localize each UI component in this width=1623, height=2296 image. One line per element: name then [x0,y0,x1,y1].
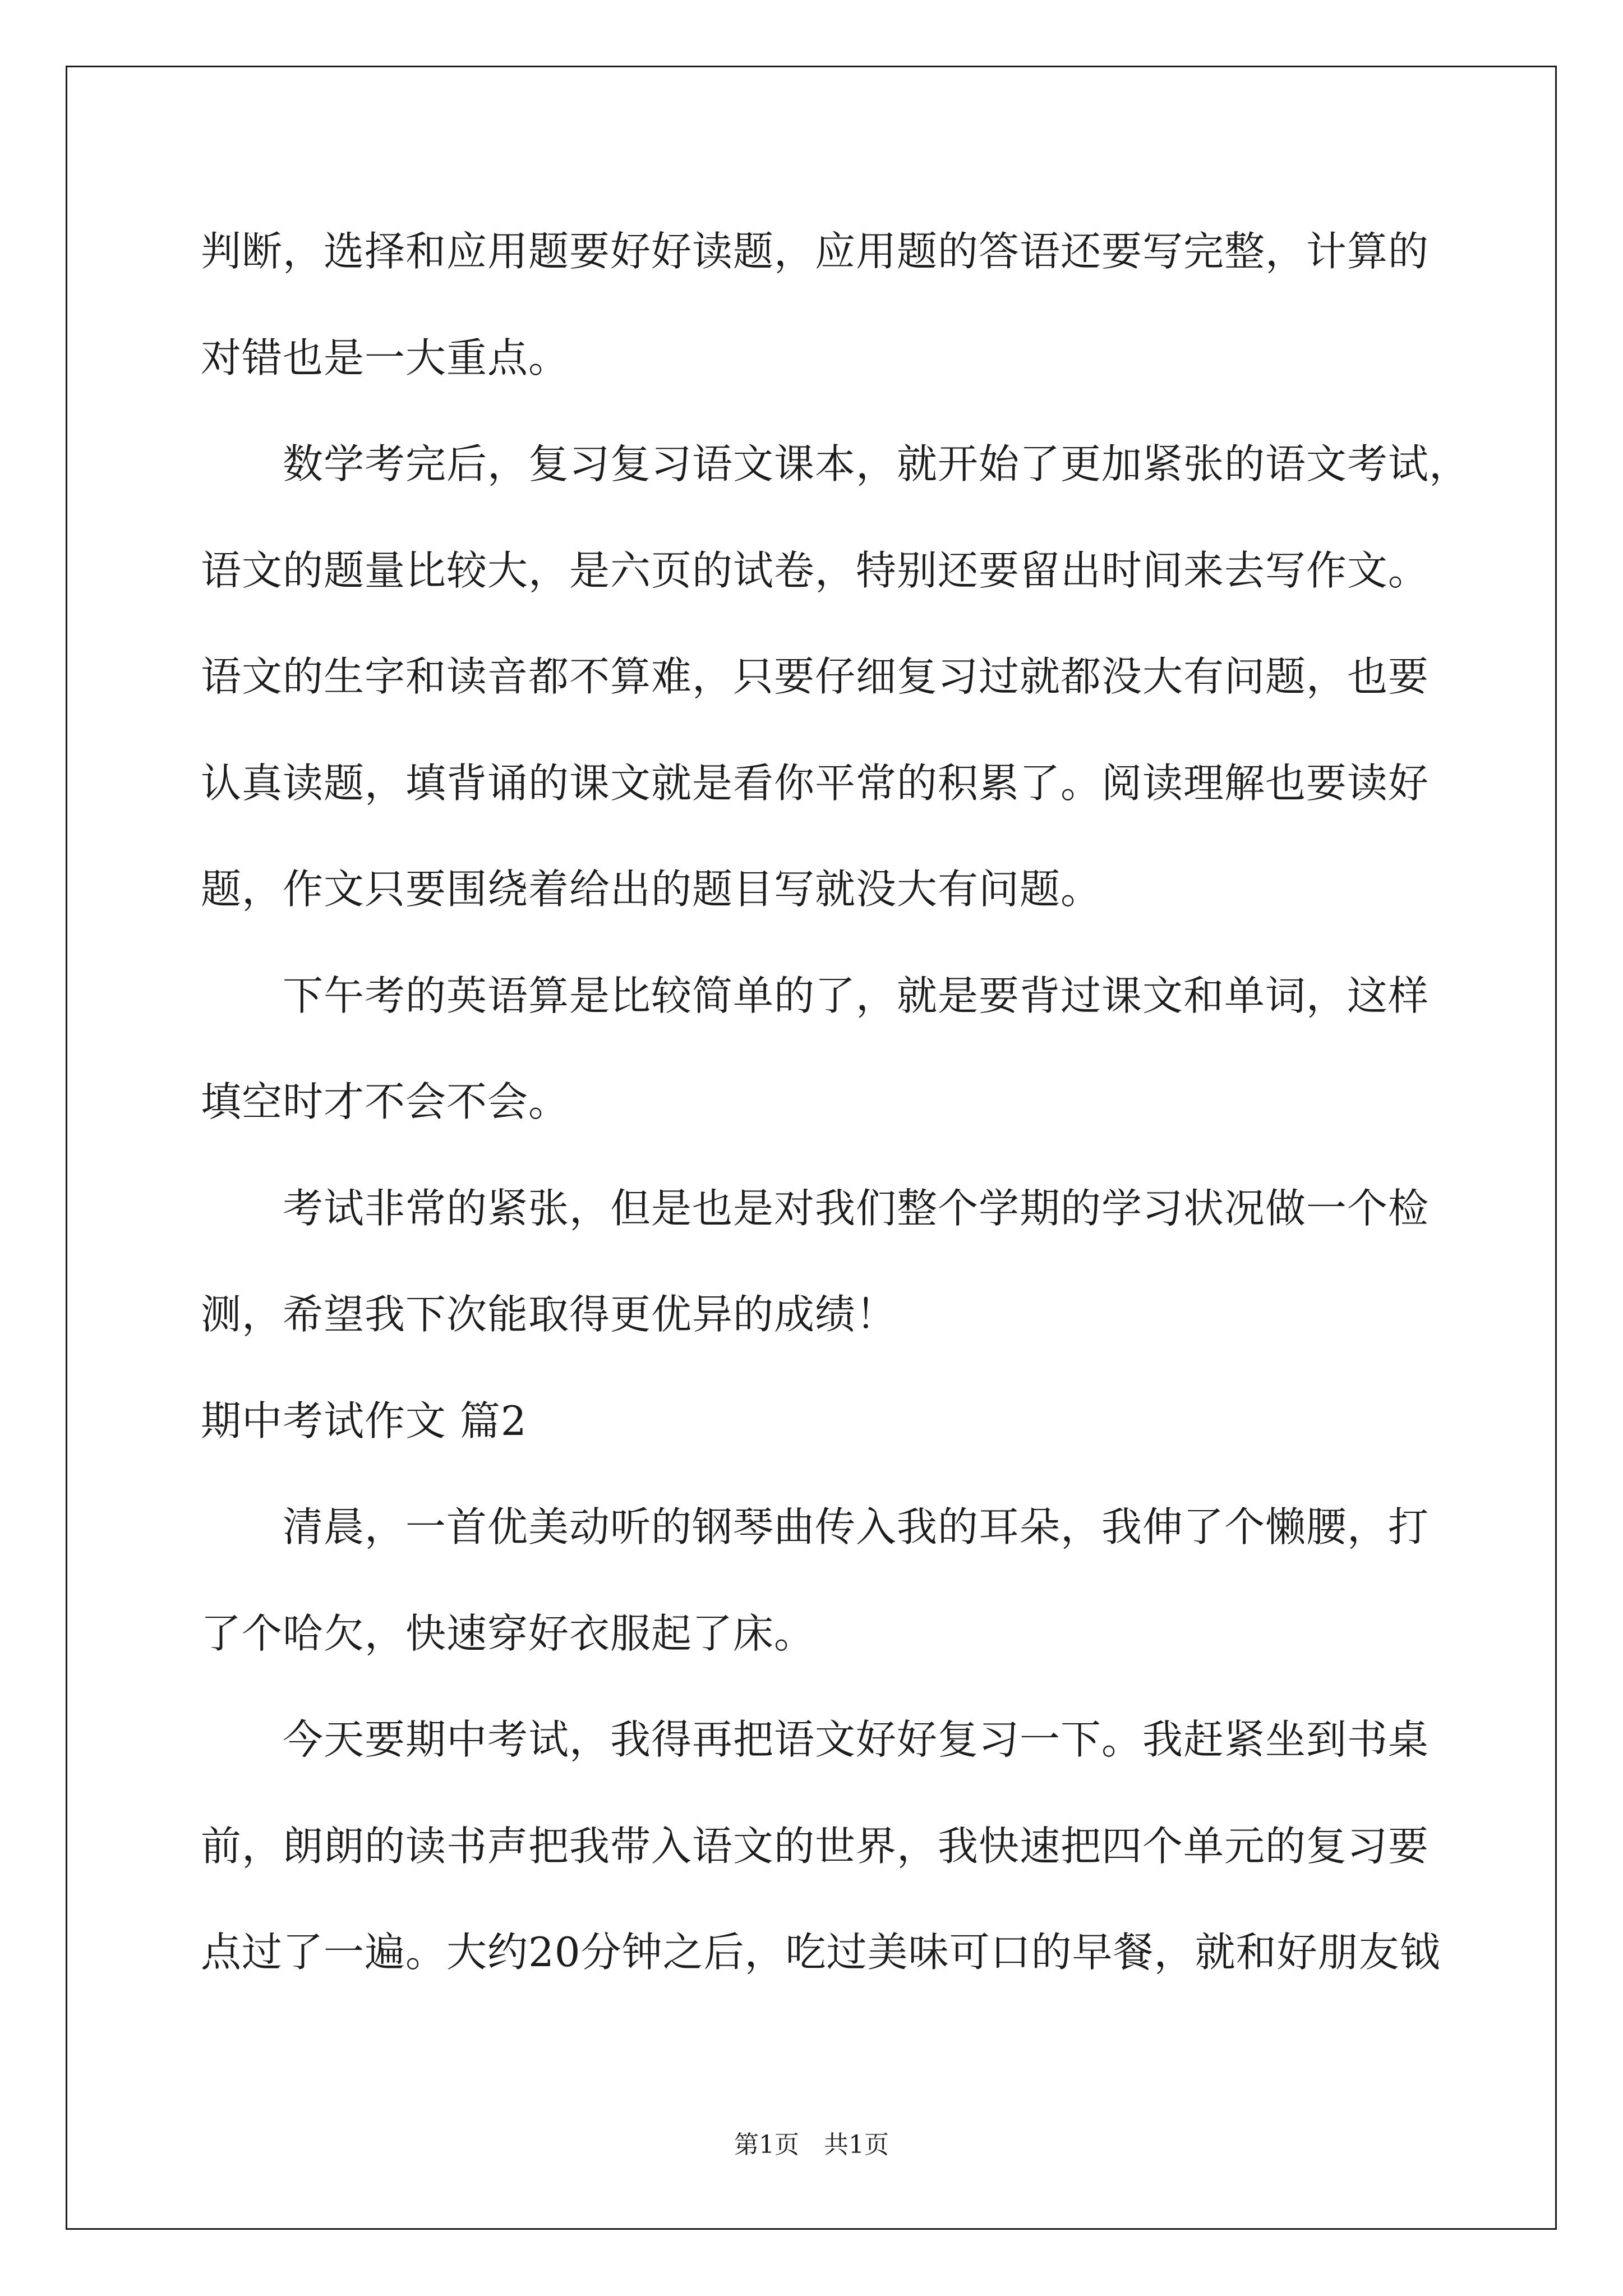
paragraph [201,1474,1536,1687]
text-line: 判断，选择和应用题要好好读题，应用题的答语还要写完整，计算的 [201,228,1430,275]
text-line: 语文的生字和读音都不算难，只要仔细复习过就都没大有问题，也要 [201,653,1430,700]
text-line: 考试非常的紧张，但是也是对我们整个学期的学习状况做一个检 [283,1184,1430,1232]
text-line: 对错也是一大重点。 [201,334,570,381]
text-line: 语文的题量比较大，是六页的试卷，特别还要留出时间来去写作文。 [201,546,1430,594]
document-body [201,199,1536,2006]
text-line: 了个哈欠，快速穿好衣服起了床。 [201,1609,815,1657]
text-line: 填空时才不会不会。 [201,1078,570,1125]
page-total: 共1页 [824,2131,889,2159]
paragraph [201,411,1536,943]
text-line: 测，希望我下次能取得更优异的成绩！ [201,1291,897,1338]
text-line: 题，作文只要围绕着给出的题目写就没大有问题。 [201,866,1102,913]
text-line: 数学考完后，复习复习语文课本，就开始了更加紧张的语文考试， [283,440,1470,487]
text-line: 清晨，一首优美动听的钢琴曲传入我的耳朵，我伸了个懒腰，打 [283,1503,1430,1550]
text-line: 下午考的英语算是比较简单的了，就是要背过课文和单词，这样 [283,972,1430,1019]
paragraph [201,199,1536,411]
text-line: 点过了一遍。大约20分钟之后，吃过美味可口的早餐，就和好朋友钺 [201,1929,1441,1976]
paragraph [201,943,1536,1156]
text-line: 前，朗朗的读书声把我带入语文的世界，我快速把四个单元的复习要 [201,1822,1430,1870]
text-line: 认真读题，填背诵的课文就是看你平常的积累了。阅读理解也要读好 [201,759,1430,807]
text-line: 今天要期中考试，我得再把语文好好复习一下。我赶紧坐到书桌 [283,1716,1430,1763]
paragraph [201,1687,1536,2006]
page-number: 第1页 [734,2131,799,2159]
paragraph [201,1156,1536,1368]
page-footer [0,2128,1623,2162]
section-heading: 期中考试作文 篇2 [201,1397,527,1444]
